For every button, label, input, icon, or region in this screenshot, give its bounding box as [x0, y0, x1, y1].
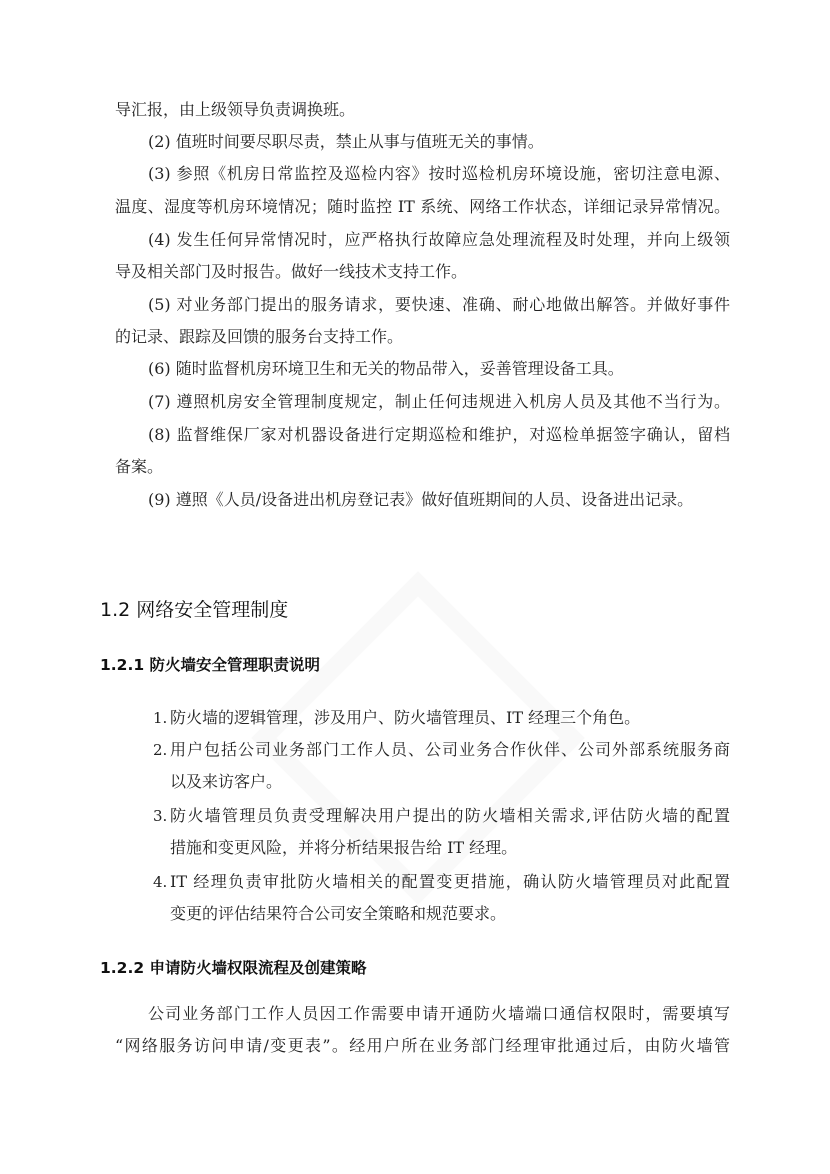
heading-1-2-2: 1.2.2 申请防火墙权限流程及创建策略 [100, 959, 367, 977]
paragraph-line: 备案。 [115, 457, 164, 476]
paragraph-line: (2) 值班时间要尽职尽责，禁止从事与值班无关的事情。 [148, 132, 544, 151]
paragraph-line: (6) 随时监督机房环境卫生和无关的物品带入，妥善管理设备工具。 [148, 359, 624, 378]
paragraph-line: (8) 监督维保厂家对机器设备进行定期巡检和维护，对巡检单据签字确认，留档 [148, 425, 730, 444]
list-number: 1. [153, 709, 168, 727]
list-item-line: 用户包括公司业务部门工作人员、公司业务合作伙伴、公司外部系统服务商 [170, 740, 730, 759]
list-item-line: 防火墙的逻辑管理，涉及用户、防火墙管理员、IT 经理三个角色。 [170, 708, 641, 727]
list-item-line: 防火墙管理员负责受理解决用户提出的防火墙相关需求,评估防火墙的配置 [170, 806, 730, 825]
paragraph-line: (9) 遵照《人员/设备进出机房登记表》做好值班期间的人员、设备进出记录。 [148, 490, 694, 509]
list-number: 4. [153, 873, 168, 891]
heading-1-2: 1.2 网络安全管理制度 [100, 599, 289, 621]
list-number: 3. [153, 807, 168, 825]
list-item-line: 措施和变更风险，并将分析结果报告给 IT 经理。 [170, 838, 518, 857]
paragraph-line: 公司业务部门工作人员因工作需要申请开通防火墙端口通信权限时，需要填写 [148, 1004, 730, 1023]
paragraph-line: 导汇报，由上级领导负责调换班。 [115, 100, 356, 119]
list-item-line: 变更的评估结果符合公司安全策略和规范要求。 [170, 904, 507, 923]
paragraph-line: (3) 参照《机房日常监控及巡检内容》按时巡检机房环境设施，密切注意电源、 [148, 164, 730, 183]
list-item-line: 以及来访客户。 [170, 772, 283, 791]
heading-1-2-1: 1.2.1 防火墙安全管理职责说明 [100, 656, 321, 674]
paragraph-line: 导及相关部门及时报告。做好一线技术支持工作。 [115, 262, 468, 281]
paragraph-line: 温度、湿度等机房环境情况；随时监控 IT 系统、网络工作状态，详细记录异常情况。 [115, 197, 730, 216]
paragraph-line: (5) 对业务部门提出的服务请求，要快速、准确、耐心地做出解答。并做好事件 [148, 295, 730, 314]
paragraph-line: (4) 发生任何异常情况时，应严格执行故障应急处理流程及时处理，并向上级领 [148, 230, 730, 249]
paragraph-line: 的记录、跟踪及回馈的服务台支持工作。 [115, 327, 404, 346]
list-number: 2. [153, 741, 168, 759]
list-item-line: IT 经理负责审批防火墙相关的配置变更措施，确认防火墙管理员对此配置 [170, 872, 730, 891]
paragraph-line: “网络服务访问申请/变更表”。经用户所在业务部门经理审批通过后，由防火墙管 [115, 1036, 730, 1055]
paragraph-line: (7) 遵照机房安全管理制度规定，制止任何违规进入机房人员及其他不当行为。 [148, 392, 730, 411]
